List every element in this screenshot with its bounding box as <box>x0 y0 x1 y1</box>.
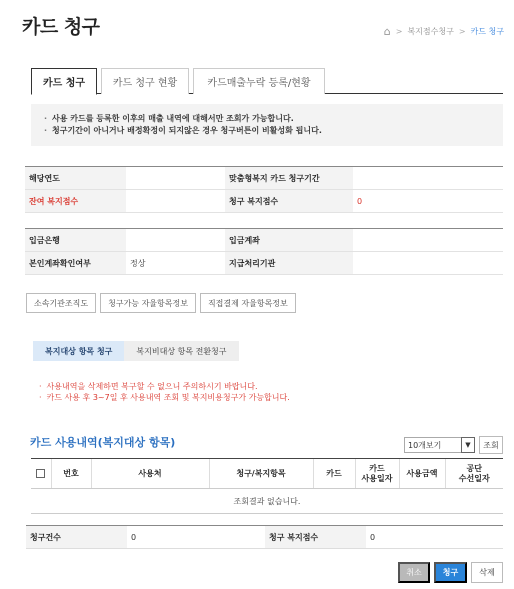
claim-period-value <box>353 167 503 190</box>
col-no: 번호 <box>51 459 91 489</box>
table-row <box>31 489 503 514</box>
owner-check-value: 정상 <box>126 252 225 275</box>
account-label: 입금계좌 <box>225 229 353 252</box>
breadcrumb-separator: > <box>395 27 403 36</box>
bank-value <box>126 229 225 252</box>
claim-info-table <box>25 166 503 213</box>
delete-button[interactable]: 삭제 <box>471 562 503 583</box>
page-size-value: 10개보기 <box>408 440 442 450</box>
year-value <box>126 167 225 190</box>
account-value <box>353 229 503 252</box>
tab-card-claim[interactable]: 카드 청구 <box>31 68 97 95</box>
summary-points-value: 0 <box>366 526 503 549</box>
claim-count-value: 0 <box>127 526 265 549</box>
col-amount: 사용금액 <box>399 459 445 489</box>
warning-text: · 카드 사용 후 3~7일 후 사용내역 조회 및 복지비용청구가 가능합니다. <box>39 392 290 403</box>
year-label: 해당연도 <box>25 167 126 190</box>
breadcrumb-item[interactable]: 복지점수청구 <box>407 27 454 36</box>
notice-box <box>31 104 503 146</box>
info-button-row <box>26 293 296 313</box>
subtab-non-welfare-items[interactable]: 복지비대상 항목 전환청구 <box>124 341 238 361</box>
cancel-button[interactable]: 취소 <box>398 562 430 583</box>
main-tabs <box>31 68 503 94</box>
claim-points-label: 청구 복지점수 <box>225 190 353 213</box>
payment-org-label: 지급처리기관 <box>225 252 353 275</box>
claim-period-label: 맞춤형복지 카드 청구기간 <box>225 167 353 190</box>
remaining-points-value <box>126 190 225 213</box>
warning-text: · 사용내역을 삭제하면 복구할 수 없으니 주의하시기 바랍니다. <box>39 381 290 392</box>
notice-text: · 청구기간이 아니거나 배정확정이 되지않은 경우 청구버튼이 비활성화 됩니다. <box>44 125 503 137</box>
remaining-points-label: 잔여 복지점수 <box>25 190 126 213</box>
search-button[interactable]: 조회 <box>479 436 503 454</box>
summary-table <box>26 525 503 549</box>
page-size-select[interactable] <box>404 437 475 453</box>
account-info-table <box>25 228 503 275</box>
tab-card-claim-status[interactable]: 카드 청구 현황 <box>101 68 189 94</box>
action-buttons <box>398 562 503 583</box>
breadcrumb <box>384 25 504 38</box>
subtab-welfare-items[interactable]: 복지대상 항목 청구 <box>33 341 124 361</box>
usage-list-title: 카드 사용내역(복지대상 항목) <box>30 436 176 449</box>
table-header-row <box>31 459 503 489</box>
owner-check-label: 본인계좌확인여부 <box>25 252 126 275</box>
usage-list-table <box>31 458 503 514</box>
claim-points-value: 0 <box>353 190 503 213</box>
claimable-items-button[interactable]: 청구가능 자율항목정보 <box>100 293 196 313</box>
chevron-down-icon[interactable]: ▼ <box>461 437 475 453</box>
empty-message: 조회결과 없습니다. <box>31 489 503 514</box>
summary-points-label: 청구 복지점수 <box>265 526 366 549</box>
claim-button[interactable]: 청구 <box>434 562 467 583</box>
sub-tabs <box>33 341 239 361</box>
tab-card-missing-sales[interactable]: 카드매출누락 등록/현황 <box>193 68 325 94</box>
page-title: 카드 청구 <box>22 16 100 38</box>
home-icon[interactable]: ⌂ <box>383 25 391 38</box>
warning-box <box>39 381 290 403</box>
col-claim-item: 청구/복지항목 <box>209 459 313 489</box>
claim-count-label: 청구건수 <box>26 526 127 549</box>
select-all-checkbox[interactable] <box>31 459 51 489</box>
col-merchant: 사용처 <box>91 459 209 489</box>
bank-label: 입금은행 <box>25 229 126 252</box>
breadcrumb-separator: > <box>458 27 466 36</box>
payment-org-value <box>353 252 503 275</box>
org-chart-button[interactable]: 소속기관조직도 <box>26 293 96 313</box>
breadcrumb-current[interactable]: 카드 청구 <box>470 27 504 36</box>
notice-text: · 사용 카드를 등록한 이후의 매출 내역에 대해서만 조회가 가능합니다. <box>44 113 503 125</box>
col-public-date: 공단 수선일자 <box>445 459 503 489</box>
col-card-date: 카드 사용일자 <box>355 459 399 489</box>
direct-payment-items-button[interactable]: 직접결제 자율항목정보 <box>200 293 296 313</box>
col-card: 카드 <box>313 459 355 489</box>
